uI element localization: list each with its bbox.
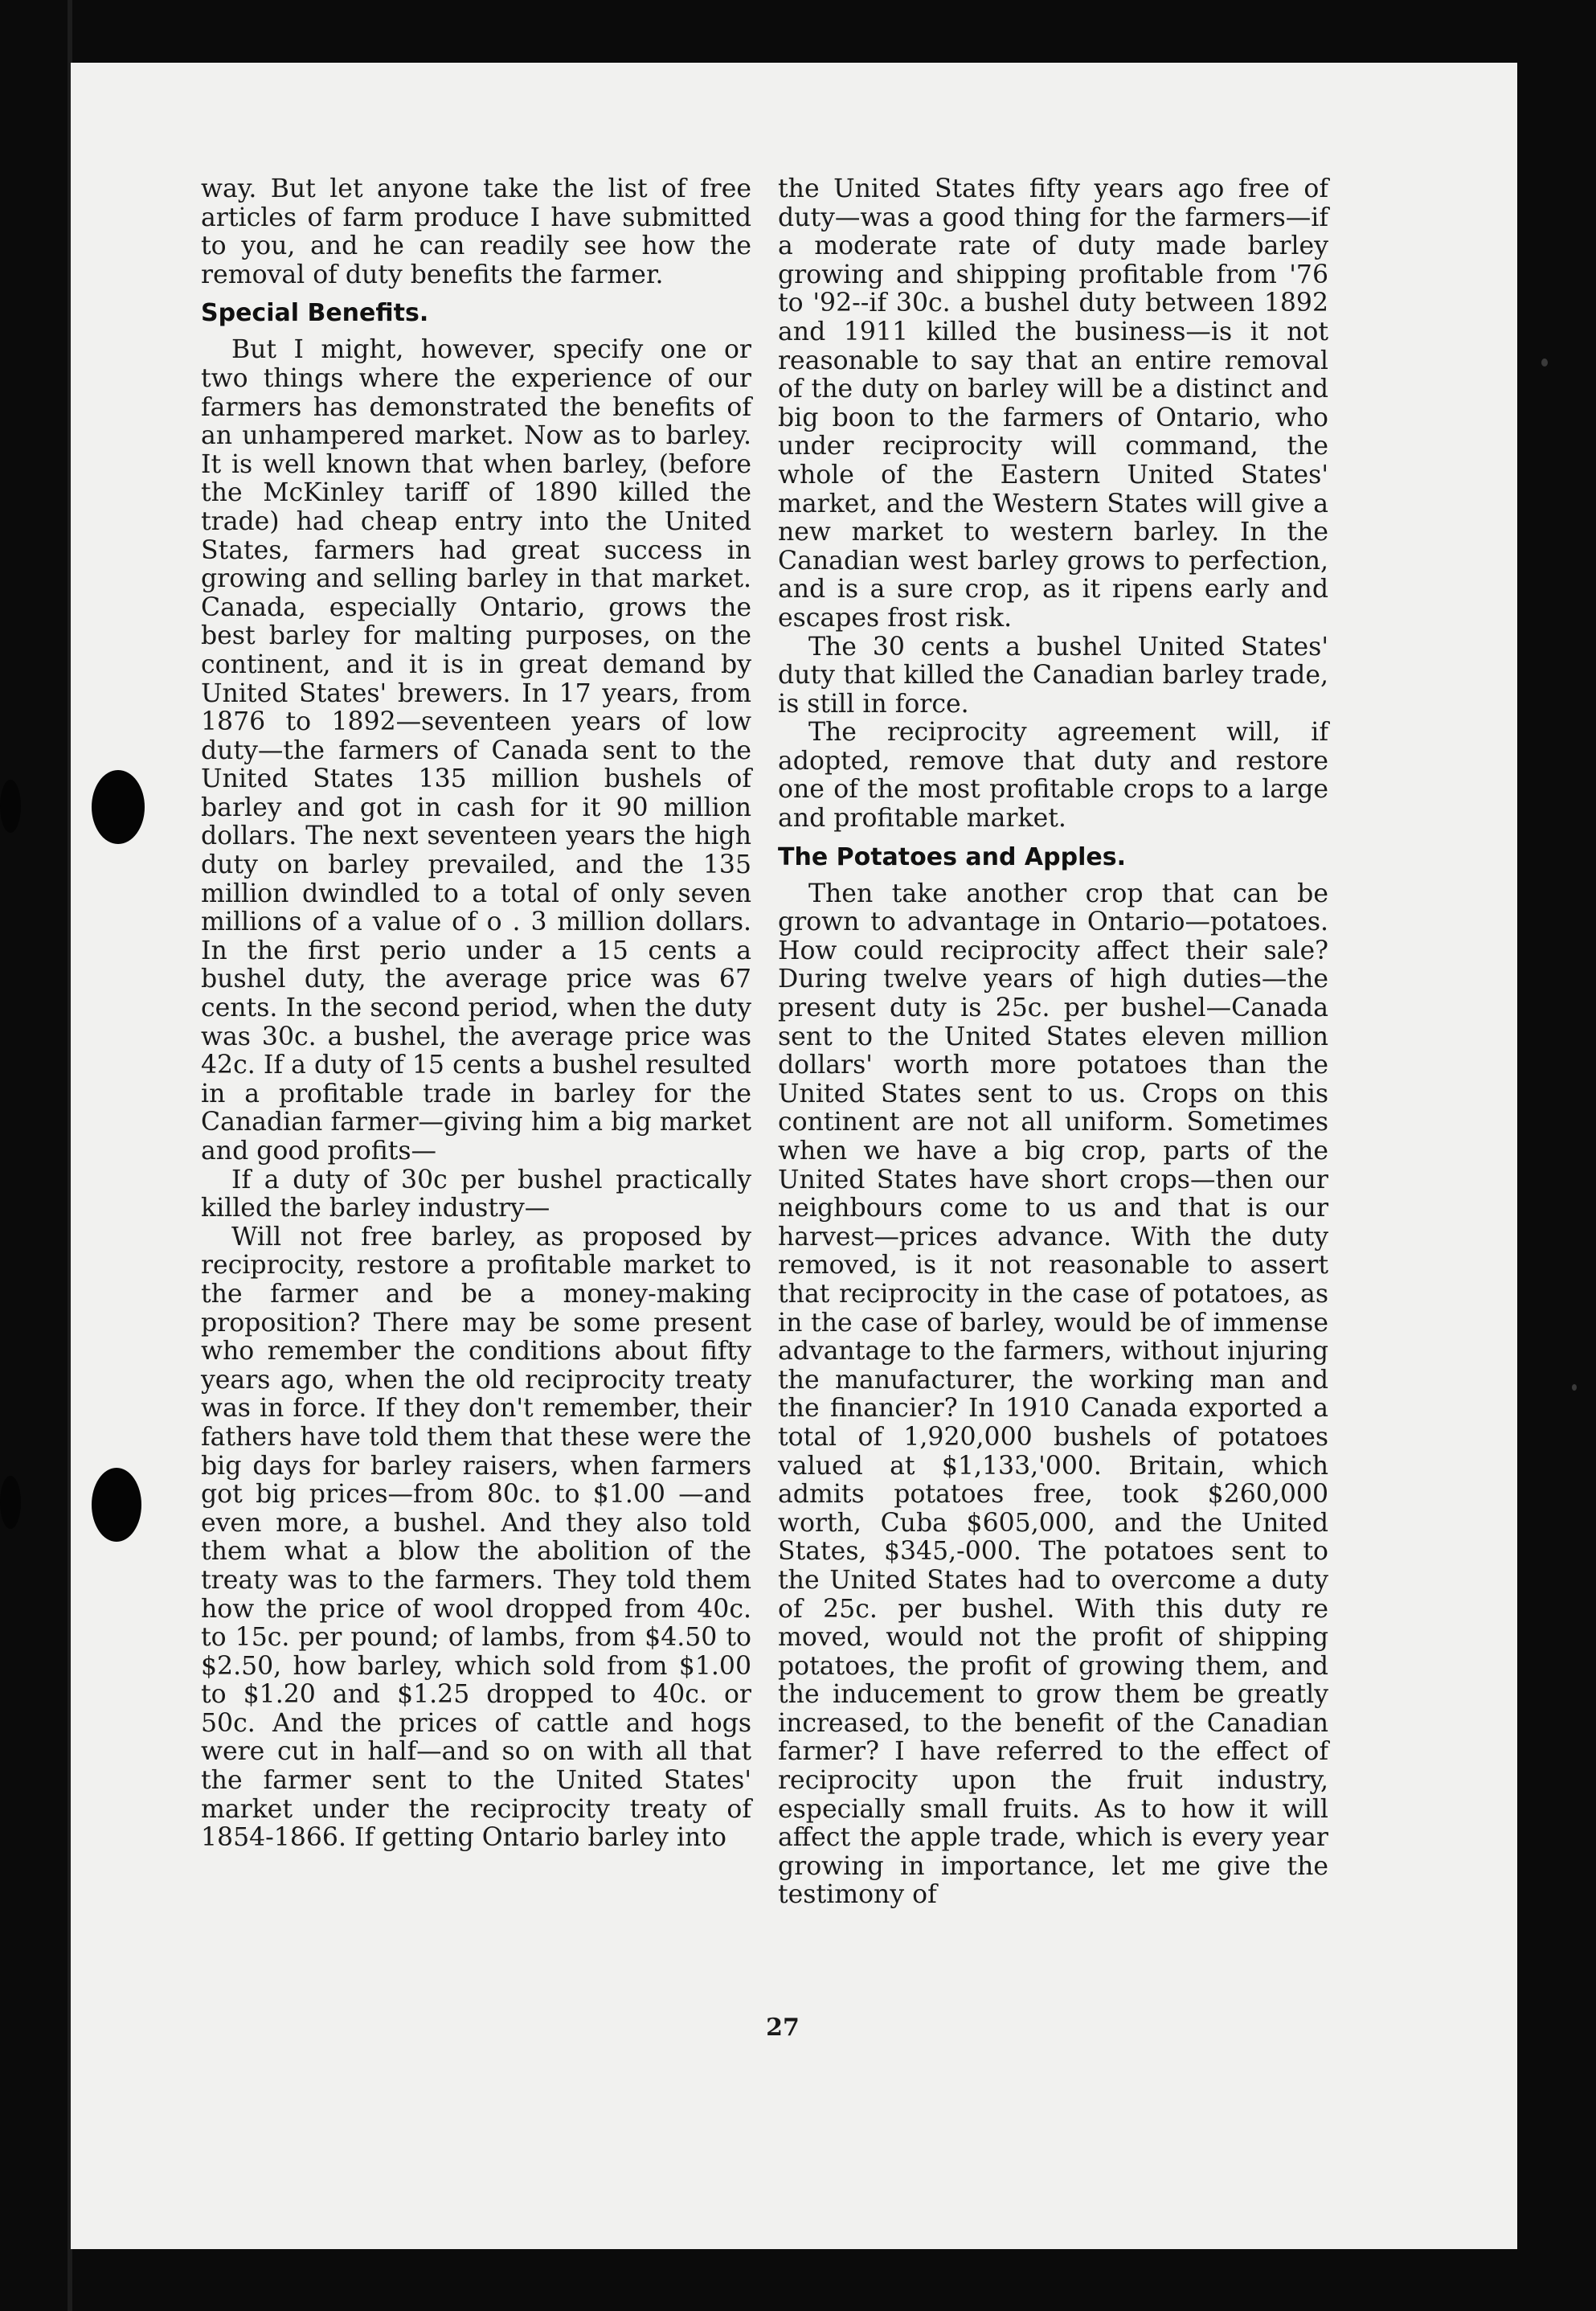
right-text-column [778, 175, 1328, 1910]
paragraph: the United States fifty years ago free of duty—was a good thing for the farmers—if a moderate rate of duty made barley growing and shipping profitable from '76 to '92--if 30c. a bushel duty between 1892 and 1911 killed the business—is it not reasonable to say that an entire removal of the duty on barley will be a distinct and big boon to the farmers of Ontario, who under reciprocity will command, the whole of the Eastern United States' market, and the Western States will give a new market to western barley. In the Canadian west barley grows to perfection, and is a sure crop, as it ripens early and escapes frost risk. [778, 174, 1328, 633]
paragraph: Will not free barley, as proposed by reciprocity, restore a profitable market to the farmer and be a money-making proposition? There may be some present who remember the conditions about fifty years ago, when the old reciprocity treaty was in force. If they don't remember, their fathers have told them that these were the big days for barley raisers, when farmers got big prices—from 80c. to $1.00 —and even more, a bushel. And they also told them what a blow the abolition of the treaty was to the farmers. They told them how the price of wool dropped from 40c. to 15c. per pound; of lambs, from $4.50 to $2.50, how barley, which sold from $1.00 to $1.20 and $1.25 dropped to 40c. or 50c. And the prices of cattle and hogs were cut in half—and so on with all that the farmer sent to the United States' market under the reciprocity treaty of 1854-1866. If getting Ontario barley into [201, 1222, 751, 1853]
paragraph: The reciprocity agreement will, if adopted, remove that duty and restore one of the most profitable crops to a large and profitable market. [778, 718, 1328, 834]
paragraph: way. But let anyone take the list of free articles of farm produce I have submitted to you, and he can readily see how the removal of duty benefits the farmer. [201, 174, 751, 289]
binder-hole-upper-outer [0, 780, 21, 833]
paragraph: But I might, however, specify one or two things where the experience of our farmers has demonstrated the benefits of an unhampered market. Now as to barley. It is well known that when barley, (before the McKinley tariff of 1890 killed the trade) had cheap entry into the United States, farmers had great success in growing and selling barley in that market. Canada, especially Ontario, grows the best barley for malting purposes, on the continent, and it is in great demand by United States' brewers. In 17 years, from 1876 to 1892—seventeen years of low duty—the farmers of Canada sent to the United States 135 million bushels of barley and got in cash for it 90 million dollars. The next seventeen years the high duty on barley prevailed, and the 135 million dwindled to a total of only seven millions of a value of o . 3 million dollars. In the first perio under a 15 cents a bushel duty, the average price was 67 cents. In the second period, when the duty was 30c. a bushel, the average price was 42c. If a duty of 15 cents a bushel resulted in a profitable trade in barley for the Canadian farmer—giving him a big market and good profits— [201, 335, 751, 1166]
paragraph: If a duty of 30c per bushel practically killed the barley industry— [201, 1165, 751, 1223]
binder-hole-lower-outer [0, 1476, 21, 1529]
paragraph: The 30 cents a bushel United States' duty that killed the Canadian barley trade, is still in force. [778, 632, 1328, 719]
paragraph: Then take another crop that can be grown to advantage in Ontario—potatoes. How could reciprocity affect their sale? During twelve years of high duties—the present duty is 25c. per bushel—Canada sent to the United States eleven million dollars' worth more potatoes than the United States sent to us. Crops on this continent are not all uniform. Sometimes when we have a big crop, parts of the United States have short crops—then our neighbours come to us and that is our harvest—prices advance. With the duty removed, is it not reasonable to assert that reciprocity in the case of potatoes, as in the case of barley, would be of immense advantage to the farmers, without injuring the manufacturer, the working man and the financier? In 1910 Canada exported a total of 1,920,000 bushels of potatoes valued at $1,133,'000. Britain, which admits potatoes free, took $260,000 worth, Cuba $605,000, and the United States, $345,-000. The potatoes sent to the United States had to overcome a duty of 25c. per bushel. With this duty re moved, would not the profit of shipping potatoes, the profit of growing them, and the inducement to grow them be greatly increased, to the benefit of the Canadian farmer? I have referred to the effect of reciprocity upon the fruit industry, especially small fruits. As to how it will affect the apple trade, which is every year growing in importance, let me give the testimony of [778, 879, 1328, 1910]
left-text-column [201, 175, 751, 1853]
scan-speck [1541, 359, 1548, 367]
page-number: 27 [766, 2014, 800, 2042]
scan-speck [1572, 1384, 1577, 1391]
binder-hole-upper-inner [92, 770, 145, 844]
section-heading: The Potatoes and Apples. [778, 842, 1126, 871]
section-heading: Special Benefits. [201, 299, 429, 328]
binder-hole-lower-inner [92, 1468, 141, 1542]
